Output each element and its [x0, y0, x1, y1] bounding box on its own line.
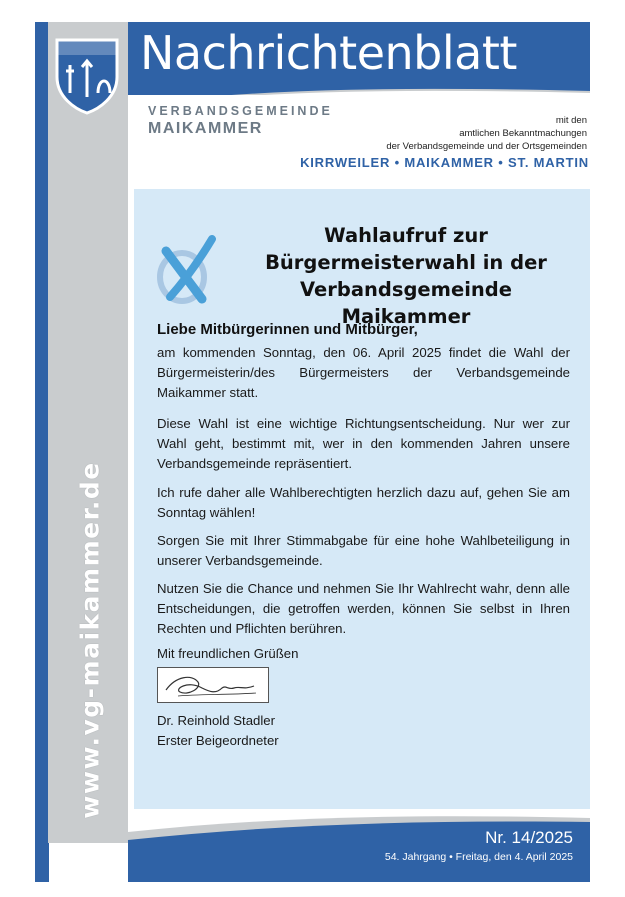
- member-towns: KIRRWEILER • MAIKAMMER • ST. MARTIN: [300, 155, 589, 170]
- signatory-name: Dr. Reinhold Stadler: [157, 713, 276, 728]
- headline-line-2: Bürgermeisterwahl in der: [265, 251, 547, 274]
- paragraph-4: Sorgen Sie mit Ihrer Stimmabgabe für eine hohe Wahlbeteiligung in unserer Verbandsgemeinde.: [157, 533, 570, 568]
- coat-of-arms-icon: [54, 37, 120, 115]
- subtitle-line-2: amtlichen Bekanntmachungen: [459, 128, 587, 139]
- paragraph-2: Diese Wahl ist eine wichtige Richtungsentscheidung. Nur wer zur Wahl geht, bestimmt mit, wer in den kommenden Jahren unsere Verbandsgemeinde repräsentiert.: [157, 416, 570, 471]
- website-url[interactable]: www.vg-maikammer.de: [75, 461, 105, 819]
- publisher-line-1: VERBANDSGEMEINDE: [148, 104, 333, 118]
- headline-line-3: Verbandsgemeinde Maikammer: [300, 278, 512, 328]
- masthead-title: Nachrichtenblatt: [140, 26, 517, 80]
- salutation: Liebe Mitbürgerinnen und Mitbürger,: [157, 321, 418, 338]
- ballot-cross-icon: [156, 233, 222, 305]
- paragraph-5: Nutzen Sie die Chance und nehmen Sie Ihr Wahlrecht wahr, denn alle Entscheidungen, die getroffen werden, können Sie selbst in Ihren Rechten und Pflichten berühren.: [157, 581, 570, 636]
- paragraph-3: Ich rufe daher alle Wahlberechtigten herzlich dazu auf, gehen Sie am Sonntag wählen!: [157, 485, 570, 520]
- issue-date: 54. Jahrgang • Freitag, den 4. April 2025: [384, 851, 573, 863]
- paragraph-1: am kommenden Sonntag, den 06. April 2025 findet die Wahl der Bürgermeisterin/des Bürgermeisters der Verbandsgemeinde Maikammer statt.: [157, 345, 570, 400]
- publisher-line-2: MAIKAMMER: [148, 120, 263, 137]
- headline-line-1: Wahlaufruf zur: [324, 224, 488, 247]
- left-blue-bar: [35, 22, 49, 882]
- issue-number: Nr. 14/2025: [485, 828, 573, 847]
- article-headline: [236, 222, 576, 330]
- signature-image: [157, 667, 269, 703]
- signatory-title: Erster Beigeordneter: [157, 733, 279, 748]
- closing-line: Mit freundlichen Grüßen: [157, 646, 299, 661]
- subtitle-line-1: mit den: [555, 115, 587, 126]
- subtitle-line-3: der Verbandsgemeinde und der Ortsgemeinden: [386, 141, 587, 152]
